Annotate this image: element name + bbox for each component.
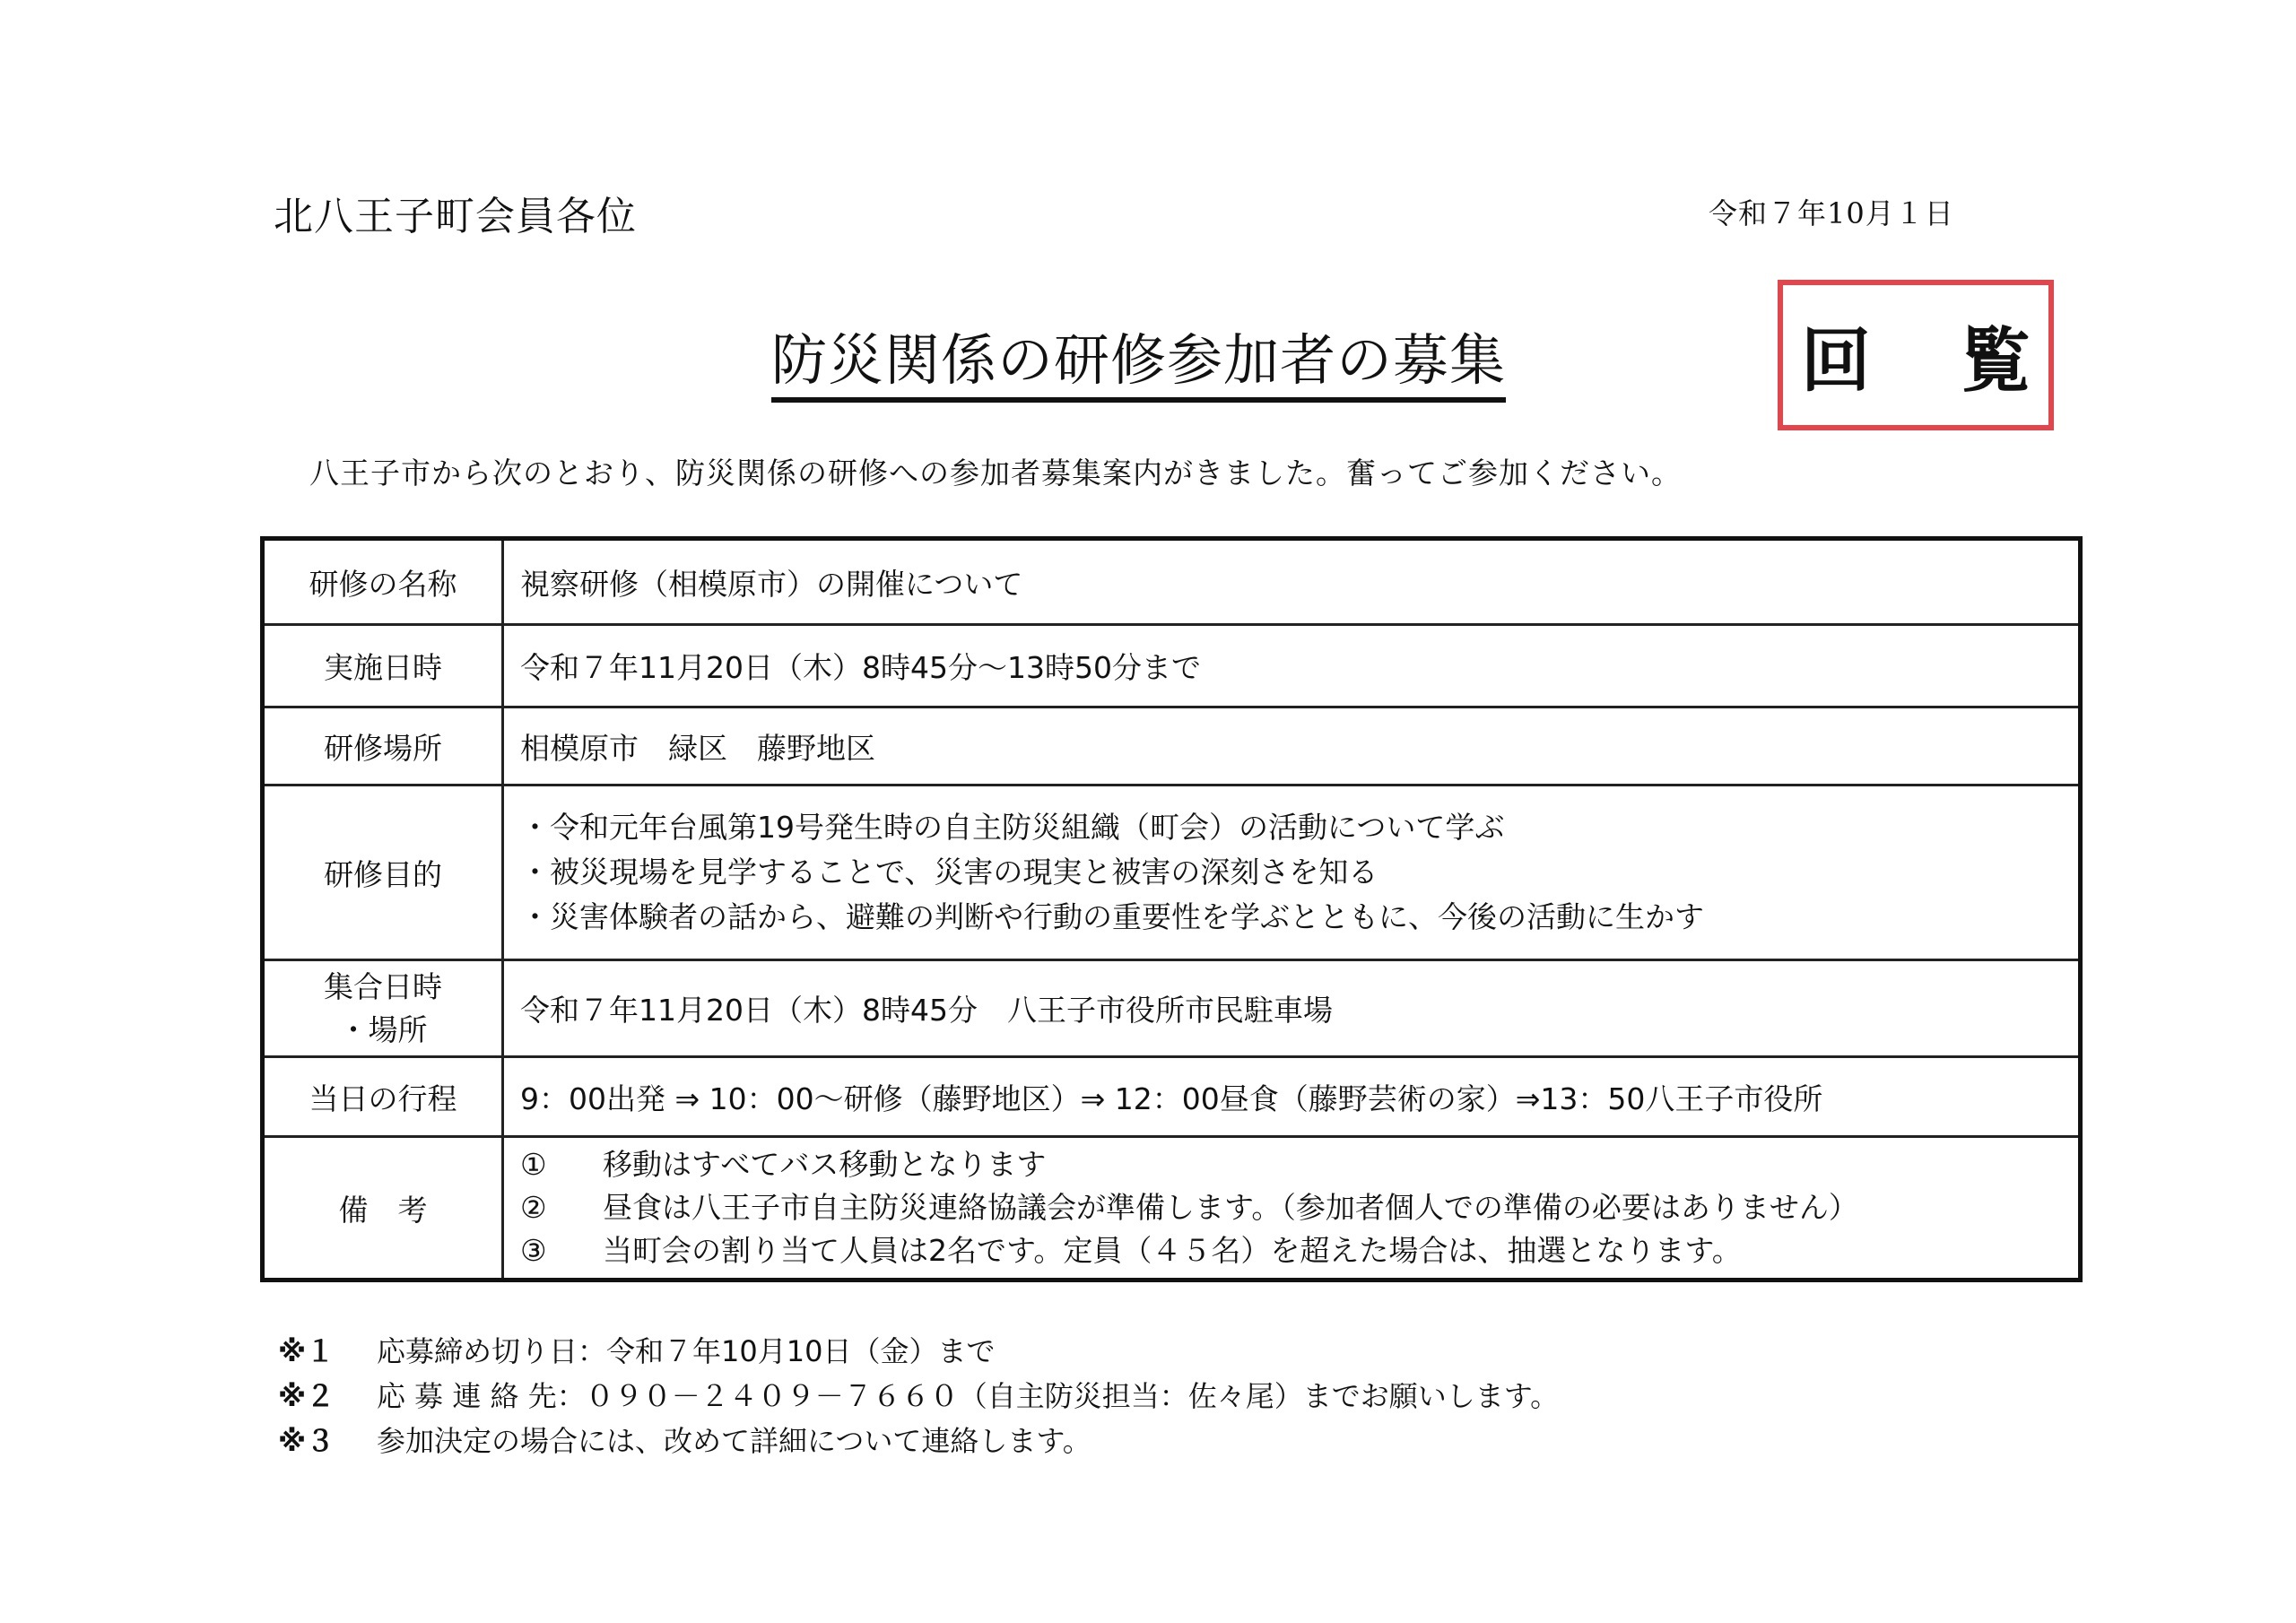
footnote-mark: ※１ xyxy=(278,1334,335,1368)
intro-text: 八王子市から次のとおり、防災関係の研修への参加者募集案内がきました。奮ってご参加ください。 xyxy=(309,456,1682,490)
note-text: 昼食は八王子市自主防災連絡協議会が準備します。（参加者個人での準備の必要はありません） xyxy=(603,1190,1858,1225)
table-row xyxy=(263,625,2081,707)
purpose-line: ・災害体験者の話から、避難の判断や行動の重要性を学ぶとともに、今後の活動に生かす xyxy=(520,899,1704,934)
row-value: 視察研修（相模原市）の開催について xyxy=(503,539,2081,625)
table-row xyxy=(263,1137,2081,1280)
footnote-mark: ※３ xyxy=(278,1424,335,1458)
issue-date: 令和７年10月１日 xyxy=(1709,196,1954,230)
footnote-item xyxy=(278,1417,1559,1462)
row-value: 相模原市 緑区 藤野地区 xyxy=(503,707,2081,785)
table-row xyxy=(263,1057,2081,1137)
row-label: 備 考 xyxy=(263,1137,503,1280)
row-label: 実施日時 xyxy=(263,625,503,707)
document-title: 防災関係の研修参加者の募集 xyxy=(771,316,1506,403)
row-label: 研修目的 xyxy=(263,785,503,960)
stamp-char-2: 覧 xyxy=(1961,320,2031,402)
row-value xyxy=(503,1137,2081,1280)
circulation-stamp xyxy=(1778,280,2054,430)
row-value: 9：00出発 ⇒ 10：00～研修（藤野地区）⇒ 12：00昼食（藤野芸術の家）⇒13：50八王子市役所 xyxy=(503,1057,2081,1137)
label-line: ・場所 xyxy=(338,1011,428,1047)
stamp-char-1: 回 xyxy=(1800,320,1871,402)
row-value: 令和７年11月20日（木）8時45分 八王子市役所市民駐車場 xyxy=(503,960,2081,1057)
footnote-item xyxy=(278,1327,1559,1372)
table-row xyxy=(263,960,2081,1057)
table-row xyxy=(263,539,2081,625)
footnote-text: 応募締め切り日：令和７年10月10日（金）まで xyxy=(377,1334,996,1368)
footnotes xyxy=(278,1327,1559,1462)
footnote-item xyxy=(278,1372,1559,1417)
row-value xyxy=(503,785,2081,960)
row-label: 研修の名称 xyxy=(263,539,503,625)
row-value: 令和７年11月20日（木）8時45分～13時50分まで xyxy=(503,625,2081,707)
note-item xyxy=(520,1186,2077,1229)
purpose-line: ・被災現場を見学することで、災害の現実と被害の深刻さを知る xyxy=(520,855,1378,890)
row-label xyxy=(263,960,503,1057)
note-item xyxy=(520,1143,2077,1186)
footnote-text: 応 募 連 絡 先：０９０－２４０９－７６６０（自主防災担当：佐々尾）までお願いします。 xyxy=(377,1379,1560,1413)
training-info-table xyxy=(260,536,2083,1282)
note-item xyxy=(520,1229,2077,1272)
recipient-heading: 北八王子町会員各位 xyxy=(274,194,637,239)
purpose-line: ・令和元年台風第19号発生時の自主防災組織（町会）の活動について学ぶ xyxy=(520,810,1505,845)
footnote-mark: ※２ xyxy=(278,1379,335,1413)
note-number: ① xyxy=(520,1147,547,1182)
row-label: 研修場所 xyxy=(263,707,503,785)
footnote-text: 参加決定の場合には、改めて詳細について連絡します。 xyxy=(377,1424,1091,1458)
label-line: 集合日時 xyxy=(324,968,442,1004)
table-row xyxy=(263,785,2081,960)
row-label: 当日の行程 xyxy=(263,1057,503,1137)
note-number: ② xyxy=(520,1190,547,1225)
note-number: ③ xyxy=(520,1233,547,1268)
note-text: 移動はすべてバス移動となります xyxy=(603,1147,1047,1182)
note-text: 当町会の割り当て人員は2名です。定員（４５名）を超えた場合は、抽選となります。 xyxy=(603,1233,1742,1268)
table-row xyxy=(263,707,2081,785)
